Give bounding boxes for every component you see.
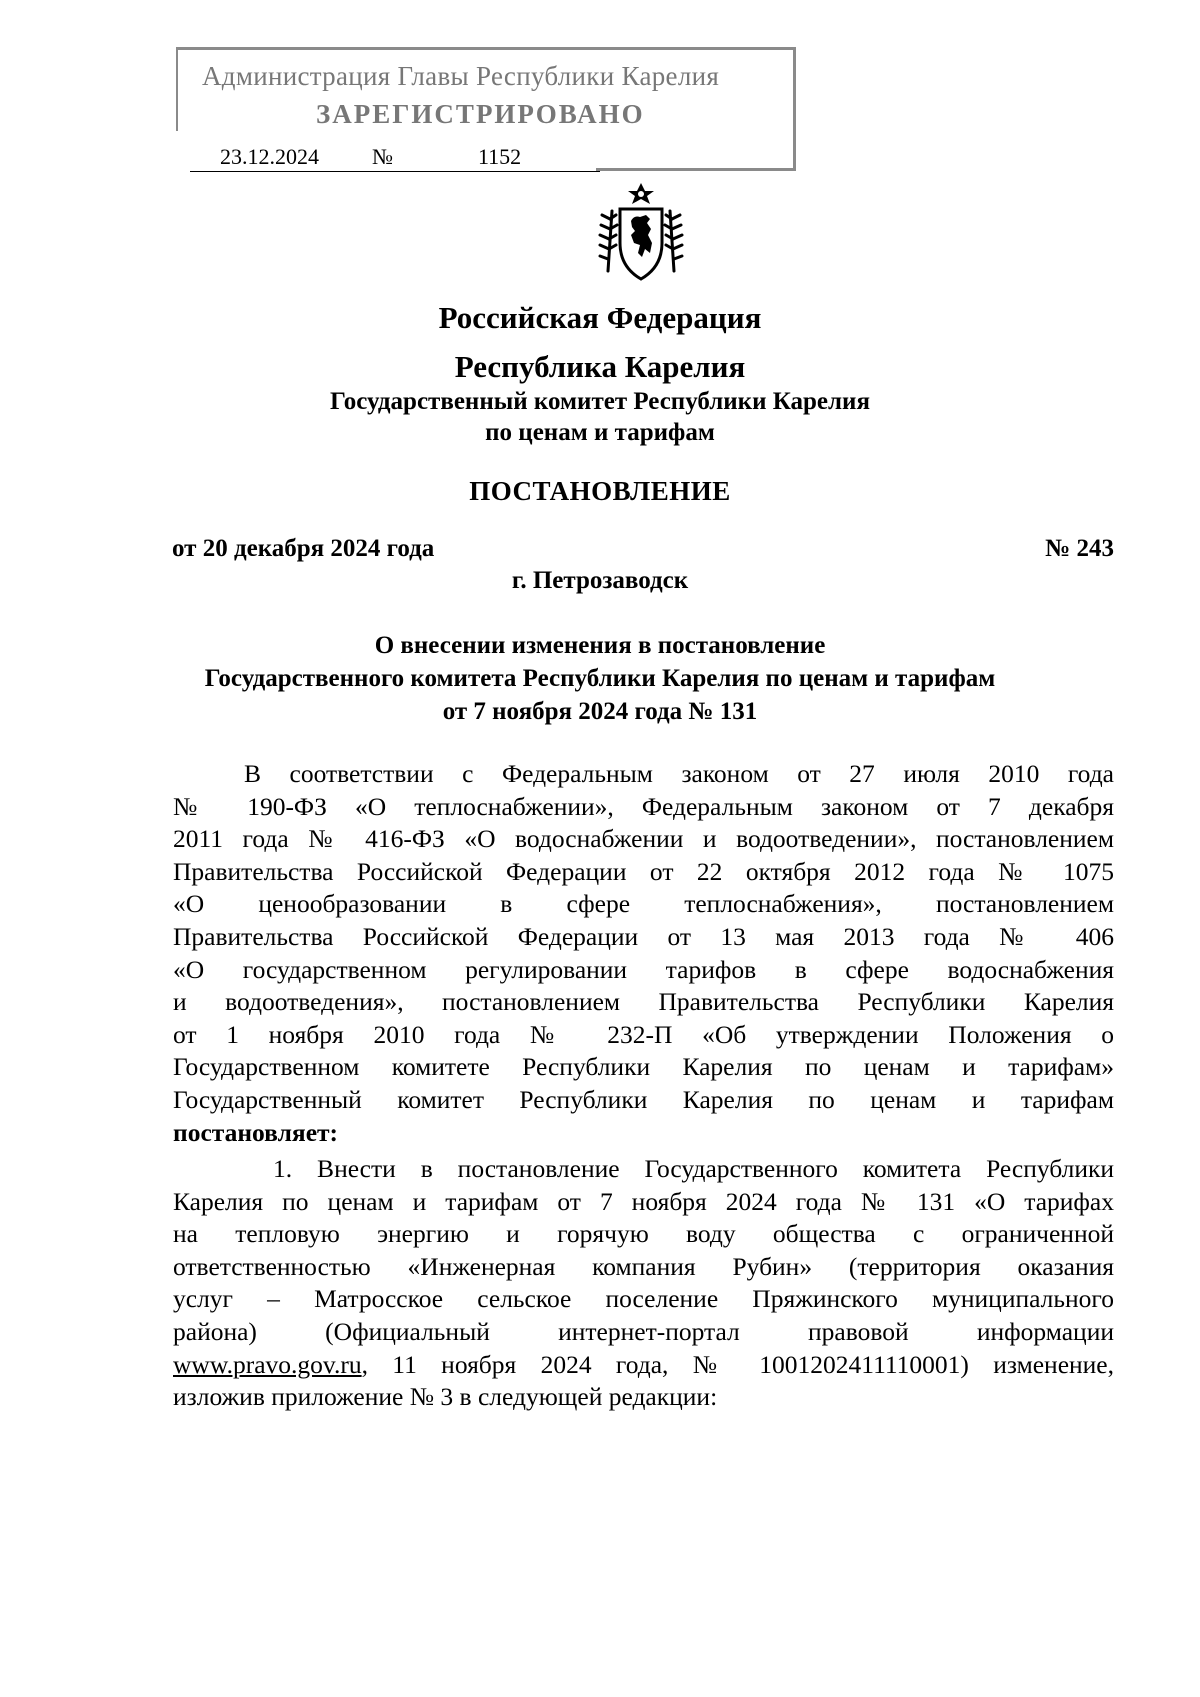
stamp-number-sign: № [372,144,393,169]
header-federation: Российская Федерация [438,300,762,335]
preamble-line: Правительства Российской Федерации от 13 мая 2013 года № 406 [173,921,1114,951]
preamble-line: от 1 ноября 2010 года № 232-П «Об утверждении Положения о [173,1019,1114,1049]
subject-line3: от 7 ноября 2024 года № 131 [442,698,758,725]
stamp-number: 1152 [478,144,522,169]
preamble-line: «О ценообразовании в сфере теплоснабжения», постановлением [173,889,1114,919]
preamble-line: Государственный комитет Республики Карелия по ценам и тарифам [173,1084,1114,1114]
clause-line-with-link [173,1349,1114,1382]
clause-line: ответственностью «Инженерная компания Рубин» (территория оказания [173,1251,1114,1281]
stamp-authority: Администрация Главы Республики Карелия [202,61,720,91]
clause-line: изложив приложение № 3 в следующей редакции: [173,1382,718,1412]
document-number: № 243 [1045,535,1114,562]
preamble-line: В соответствии с Федеральным законом от 27 июля 2010 года [244,759,1114,788]
clause-line: района) (Официальный интернет-портал правовой информации [173,1316,1114,1346]
registration-stamp [176,47,798,171]
document-date: от 20 декабря 2024 года [172,535,435,562]
clause-1-paragraph [173,1153,1114,1414]
preamble-line: «О государственном регулировании тарифов в сфере водоснабжения [173,954,1114,984]
header-committee-line1: Государственный комитет Республики Карелия [330,388,870,415]
pravo-link[interactable]: www.pravo.gov.ru [173,1349,362,1379]
subject-line2: Государственного комитета Республики Карелия по ценам и тарифам [204,665,996,692]
karelia-coat-of-arms-icon [598,183,684,283]
clause-line: Карелия по ценам и тарифам от 7 ноября 2024 года № 131 «О тарифах [173,1186,1114,1216]
preamble-line: Государственном комитете Республики Карелия по ценам и тарифам» [173,1052,1114,1082]
clause-line-tail: , 11 ноября 2024 года, № 1001202411110001) изменение, [361,1349,1114,1379]
header-committee-line2: по ценам и тарифам [485,419,715,446]
preamble-line: и водоотведения», постановлением Правительства Республики Карелия [173,987,1114,1017]
subject-line1: О внесении изменения в постановление [374,632,826,659]
preamble-paragraph [173,758,1114,1149]
document-city: г. Петрозаводск [511,567,689,594]
stamp-date: 23.12.2024 [220,144,319,169]
clause-line: на тепловую энергию и горячую воду общества с ограниченной [173,1219,1114,1249]
preamble-line: № 190-ФЗ «О теплоснабжении», Федеральным законом от 7 декабря [173,791,1114,821]
stamp-registered: ЗАРЕГИСТРИРОВАНО [316,99,645,129]
preamble-line: 2011 года № 416-ФЗ «О водоснабжении и водоотведении», постановлением [173,824,1114,854]
resolves-word: постановляет: [173,1117,339,1147]
clause-line: 1. Внести в постановление Государственного комитета Республики [273,1154,1114,1183]
clause-line: услуг – Матросское сельское поселение Пряжинского муниципального [173,1284,1114,1314]
stamp-underline [190,171,600,172]
header-republic: Республика Карелия [454,349,746,384]
document-type: ПОСТАНОВЛЕНИЕ [469,476,731,506]
preamble-line: Правительства Российской Федерации от 22 октября 2012 года № 1075 [173,856,1114,886]
